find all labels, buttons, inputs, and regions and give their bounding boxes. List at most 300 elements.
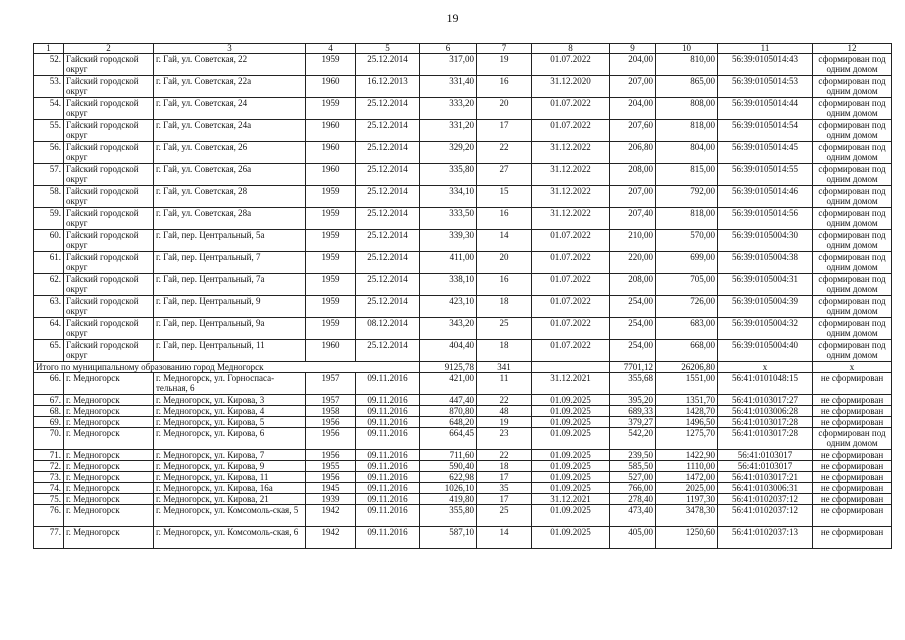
- build-year-cell: 1939: [306, 494, 356, 505]
- value-10-cell: 726,00: [656, 296, 718, 318]
- cadastral-number-cell: 56:41:0102037:12: [718, 494, 813, 505]
- date-cell: 09.11.2016: [356, 450, 420, 461]
- area-cell: 664,45: [420, 428, 477, 450]
- build-year-cell: 1956: [306, 417, 356, 428]
- value-10-cell: 818,00: [656, 208, 718, 230]
- area-cell: 333,20: [420, 98, 477, 120]
- status-cell: не сформирован: [813, 483, 892, 494]
- row-number-cell: 75.: [34, 494, 64, 505]
- date-cell: 25.12.2014: [356, 208, 420, 230]
- deadline-cell: 01.07.2022: [532, 318, 610, 340]
- column-header: 2: [64, 44, 154, 54]
- status-cell: не сформирован: [813, 461, 892, 472]
- value-9-cell: 766,00: [610, 483, 656, 494]
- value-9-cell: 254,00: [610, 296, 656, 318]
- area-cell: 404,40: [420, 340, 477, 362]
- municipality-cell: г. Медногорск: [64, 395, 154, 406]
- date-cell: 09.11.2016: [356, 395, 420, 406]
- deadline-cell: 31.12.2022: [532, 208, 610, 230]
- municipality-cell: г. Медногорск: [64, 428, 154, 450]
- municipality-cell: г. Медногорск: [64, 494, 154, 505]
- residents-cell: 14: [477, 527, 532, 549]
- cadastral-number-cell: 56:41:0103017:28: [718, 417, 813, 428]
- row-number-cell: 73.: [34, 472, 64, 483]
- deadline-cell: 31.12.2022: [532, 164, 610, 186]
- area-cell: 590,40: [420, 461, 477, 472]
- date-cell: 09.11.2016: [356, 527, 420, 549]
- address-cell: г. Медногорск, ул. Кирова, 16а: [154, 483, 306, 494]
- table-row: [34, 373, 892, 395]
- deadline-cell: 01.09.2025: [532, 406, 610, 417]
- area-cell: 335,80: [420, 164, 477, 186]
- row-number-cell: 65.: [34, 340, 64, 362]
- value-10-cell: 570,00: [656, 230, 718, 252]
- address-cell: г. Гай, пер. Центральный, 9: [154, 296, 306, 318]
- cadastral-number-cell: 56:39:0105004:32: [718, 318, 813, 340]
- deadline-cell: 01.09.2025: [532, 527, 610, 549]
- status-cell: сформирован под одним домом: [813, 76, 892, 98]
- municipality-cell: г. Медногорск: [64, 505, 154, 527]
- address-cell: г. Гай, ул. Советская, 28: [154, 186, 306, 208]
- municipality-cell: Гайский городской округ: [64, 98, 154, 120]
- status-cell: сформирован под одним домом: [813, 428, 892, 450]
- value-10-cell: 1275,70: [656, 428, 718, 450]
- date-cell: 25.12.2014: [356, 120, 420, 142]
- municipality-cell: Гайский городской округ: [64, 54, 154, 76]
- table-row: [34, 472, 892, 483]
- cadastral-number-cell: 56:41:0103017: [718, 461, 813, 472]
- cadastral-number-cell: 56:41:0103017:28: [718, 428, 813, 450]
- residents-cell: 27: [477, 164, 532, 186]
- residents-cell: 20: [477, 98, 532, 120]
- deadline-cell: 31.12.2022: [532, 186, 610, 208]
- residents-cell: 18: [477, 296, 532, 318]
- build-year-cell: 1959: [306, 230, 356, 252]
- value-9-cell: 207,00: [610, 76, 656, 98]
- value-10-cell: 1551,00: [656, 373, 718, 395]
- column-header: 8: [532, 44, 610, 54]
- status-cell: сформирован под одним домом: [813, 340, 892, 362]
- column-header: 9: [610, 44, 656, 54]
- cadastral-number-cell: 56:39:0105004:40: [718, 340, 813, 362]
- residents-cell: 22: [477, 450, 532, 461]
- build-year-cell: 1960: [306, 120, 356, 142]
- build-year-cell: 1945: [306, 483, 356, 494]
- row-number-cell: 55.: [34, 120, 64, 142]
- build-year-cell: 1959: [306, 186, 356, 208]
- area-cell: 1026,10: [420, 483, 477, 494]
- value-10-cell: 810,00: [656, 54, 718, 76]
- row-number-cell: 60.: [34, 230, 64, 252]
- deadline-cell: 01.09.2025: [532, 472, 610, 483]
- area-cell: 334,10: [420, 186, 477, 208]
- value-10-cell: 1197,30: [656, 494, 718, 505]
- value-10-cell: 808,00: [656, 98, 718, 120]
- municipality-cell: г. Медногорск: [64, 472, 154, 483]
- value-10-cell: 699,00: [656, 252, 718, 274]
- address-cell: г. Медногорск, ул. Кирова, 9: [154, 461, 306, 472]
- municipality-cell: Гайский городской округ: [64, 164, 154, 186]
- status-cell: не сформирован: [813, 494, 892, 505]
- build-year-cell: 1960: [306, 142, 356, 164]
- date-cell: 25.12.2014: [356, 98, 420, 120]
- date-cell: 25.12.2014: [356, 54, 420, 76]
- address-cell: г. Гай, ул. Советская, 22а: [154, 76, 306, 98]
- table-row: [34, 98, 892, 120]
- value-9-cell: 207,00: [610, 186, 656, 208]
- column-header: 1: [34, 44, 64, 54]
- cadastral-number-cell: 56:39:0105014:43: [718, 54, 813, 76]
- area-cell: 331,40: [420, 76, 477, 98]
- residents-cell: 18: [477, 461, 532, 472]
- address-cell: г. Гай, ул. Советская, 24: [154, 98, 306, 120]
- address-cell: г. Гай, ул. Советская, 26: [154, 142, 306, 164]
- cadastral-number-cell: 56:41:0103006:31: [718, 483, 813, 494]
- deadline-cell: 01.07.2022: [532, 120, 610, 142]
- area-cell: 355,80: [420, 505, 477, 527]
- municipality-cell: г. Медногорск: [64, 461, 154, 472]
- build-year-cell: 1959: [306, 208, 356, 230]
- row-number-cell: 77.: [34, 527, 64, 549]
- area-cell: 648,20: [420, 417, 477, 428]
- cadastral-number-cell: 56:39:0105004:30: [718, 230, 813, 252]
- status-cell: сформирован под одним домом: [813, 98, 892, 120]
- table-row: [34, 483, 892, 494]
- column-header: 6: [420, 44, 477, 54]
- build-year-cell: 1959: [306, 98, 356, 120]
- build-year-cell: 1958: [306, 406, 356, 417]
- value-9-cell: 395,20: [610, 395, 656, 406]
- status-cell: сформирован под одним домом: [813, 230, 892, 252]
- status-cell: сформирован под одним домом: [813, 296, 892, 318]
- housing-table: [33, 43, 892, 549]
- value-9-cell: 239,50: [610, 450, 656, 461]
- deadline-cell: 01.07.2022: [532, 296, 610, 318]
- address-cell: г. Медногорск, ул. Кирова, 21: [154, 494, 306, 505]
- cadastral-number-cell: 56:41:0101048:15: [718, 373, 813, 395]
- row-number-cell: 62.: [34, 274, 64, 296]
- status-cell: сформирован под одним домом: [813, 208, 892, 230]
- build-year-cell: 1960: [306, 164, 356, 186]
- residents-cell: 16: [477, 208, 532, 230]
- table-row: [34, 208, 892, 230]
- cadastral-number-cell: 56:41:0103017: [718, 450, 813, 461]
- area-cell: 329,20: [420, 142, 477, 164]
- address-cell: г. Медногорск, ул. Кирова, 5: [154, 417, 306, 428]
- status-cell: не сформирован: [813, 472, 892, 483]
- value-9-cell: 207,60: [610, 120, 656, 142]
- residents-cell: 15: [477, 186, 532, 208]
- row-number-cell: 63.: [34, 296, 64, 318]
- value-10-cell: 818,00: [656, 120, 718, 142]
- table-row: [34, 406, 892, 417]
- address-cell: г. Гай, пер. Центральный, 9а: [154, 318, 306, 340]
- municipality-cell: г. Медногорск: [64, 417, 154, 428]
- build-year-cell: 1955: [306, 461, 356, 472]
- table-row: [34, 252, 892, 274]
- municipality-cell: Гайский городской округ: [64, 120, 154, 142]
- cadastral-number-cell: 56:41:0103017:21: [718, 472, 813, 483]
- deadline-cell: 01.07.2022: [532, 54, 610, 76]
- date-cell: 25.12.2014: [356, 340, 420, 362]
- address-cell: г. Медногорск, ул. Кирова, 7: [154, 450, 306, 461]
- date-cell: 09.11.2016: [356, 406, 420, 417]
- table-row: [34, 318, 892, 340]
- area-cell: 333,50: [420, 208, 477, 230]
- row-number-cell: 59.: [34, 208, 64, 230]
- table-row: [34, 505, 892, 527]
- row-number-cell: 56.: [34, 142, 64, 164]
- value-10-cell: 1422,90: [656, 450, 718, 461]
- municipality-cell: Гайский городской округ: [64, 274, 154, 296]
- table-row: [34, 186, 892, 208]
- table-row: [34, 142, 892, 164]
- area-cell: 343,20: [420, 318, 477, 340]
- build-year-cell: 1959: [306, 252, 356, 274]
- table-row: [34, 274, 892, 296]
- value-10-cell: 1472,00: [656, 472, 718, 483]
- area-cell: 421,00: [420, 373, 477, 395]
- build-year-cell: 1957: [306, 395, 356, 406]
- deadline-cell: 01.09.2025: [532, 450, 610, 461]
- date-cell: 25.12.2014: [356, 296, 420, 318]
- build-year-cell: 1942: [306, 527, 356, 549]
- value-10-cell: 705,00: [656, 274, 718, 296]
- status-cell: не сформирован: [813, 406, 892, 417]
- row-number-cell: 57.: [34, 164, 64, 186]
- build-year-cell: 1959: [306, 296, 356, 318]
- status-cell: не сформирован: [813, 505, 892, 527]
- deadline-cell: 01.09.2025: [532, 417, 610, 428]
- residents-cell: 48: [477, 406, 532, 417]
- residents-cell: 16: [477, 76, 532, 98]
- row-number-cell: 69.: [34, 417, 64, 428]
- deadline-cell: 01.07.2022: [532, 340, 610, 362]
- residents-cell: 35: [477, 483, 532, 494]
- build-year-cell: 1960: [306, 76, 356, 98]
- date-cell: 09.11.2016: [356, 373, 420, 395]
- address-cell: г. Гай, пер. Центральный, 5а: [154, 230, 306, 252]
- cadastral-number-cell: 56:39:0105004:39: [718, 296, 813, 318]
- date-cell: 25.12.2014: [356, 230, 420, 252]
- address-cell: г. Медногорск, ул. Кирова, 6: [154, 428, 306, 450]
- row-number-cell: 68.: [34, 406, 64, 417]
- value-9-cell: 527,00: [610, 472, 656, 483]
- table-row: [34, 340, 892, 362]
- value-10-cell: 3478,30: [656, 505, 718, 527]
- row-number-cell: 66.: [34, 373, 64, 395]
- area-cell: 447,40: [420, 395, 477, 406]
- row-number-cell: 61.: [34, 252, 64, 274]
- address-cell: г. Гай, пер. Центральный, 11: [154, 340, 306, 362]
- municipality-cell: г. Медногорск: [64, 450, 154, 461]
- value-9-cell: 204,00: [610, 54, 656, 76]
- value-10-cell: 792,00: [656, 186, 718, 208]
- status-cell: сформирован под одним домом: [813, 252, 892, 274]
- value-9-cell: 585,50: [610, 461, 656, 472]
- area-cell: 317,00: [420, 54, 477, 76]
- date-cell: 09.11.2016: [356, 472, 420, 483]
- cadastral-number-cell: 56:39:0105014:54: [718, 120, 813, 142]
- residents-cell: 20: [477, 252, 532, 274]
- build-year-cell: 1959: [306, 274, 356, 296]
- date-cell: 09.11.2016: [356, 417, 420, 428]
- municipality-cell: Гайский городской округ: [64, 208, 154, 230]
- residents-cell: 22: [477, 142, 532, 164]
- build-year-cell: 1956: [306, 428, 356, 450]
- row-number-cell: 54.: [34, 98, 64, 120]
- date-cell: 08.12.2014: [356, 318, 420, 340]
- build-year-cell: 1956: [306, 450, 356, 461]
- residents-cell: 11: [477, 373, 532, 395]
- value-9-cell: 355,68: [610, 373, 656, 395]
- address-cell: г. Медногорск, ул. Комсомоль-ская, 6: [154, 527, 306, 549]
- cadastral-number-cell: 56:41:0103017:27: [718, 395, 813, 406]
- status-cell: сформирован под одним домом: [813, 164, 892, 186]
- area-cell: 339,30: [420, 230, 477, 252]
- date-cell: 09.11.2016: [356, 483, 420, 494]
- status-cell: сформирован под одним домом: [813, 120, 892, 142]
- date-cell: 09.11.2016: [356, 428, 420, 450]
- value-9-cell: 210,00: [610, 230, 656, 252]
- value-9-cell: 208,00: [610, 164, 656, 186]
- cadastral-number-cell: 56:39:0105014:55: [718, 164, 813, 186]
- cadastral-number-cell: 56:39:0105014:45: [718, 142, 813, 164]
- subtotal-row: [34, 362, 892, 373]
- status-cell: сформирован под одним домом: [813, 274, 892, 296]
- column-header: 12: [813, 44, 892, 54]
- area-cell: 711,60: [420, 450, 477, 461]
- build-year-cell: 1959: [306, 318, 356, 340]
- value-9-cell: 204,00: [610, 98, 656, 120]
- address-cell: г. Гай, ул. Советская, 22: [154, 54, 306, 76]
- municipality-cell: г. Медногорск: [64, 373, 154, 395]
- row-number-cell: 74.: [34, 483, 64, 494]
- municipality-cell: Гайский городской округ: [64, 186, 154, 208]
- area-cell: 423,10: [420, 296, 477, 318]
- status-cell: не сформирован: [813, 373, 892, 395]
- status-cell: не сформирован: [813, 450, 892, 461]
- value-9-cell: 254,00: [610, 318, 656, 340]
- cadastral-number-cell: 56:39:0105014:53: [718, 76, 813, 98]
- municipality-cell: Гайский городской округ: [64, 318, 154, 340]
- value-10-cell: 683,00: [656, 318, 718, 340]
- table-row: [34, 296, 892, 318]
- table-row: [34, 54, 892, 76]
- municipality-cell: г. Медногорск: [64, 406, 154, 417]
- value-9-cell: 206,80: [610, 142, 656, 164]
- build-year-cell: 1959: [306, 54, 356, 76]
- deadline-cell: 01.09.2025: [532, 483, 610, 494]
- column-header: 3: [154, 44, 306, 54]
- value-10-cell: 815,00: [656, 164, 718, 186]
- deadline-cell: 01.09.2025: [532, 461, 610, 472]
- area-cell: 870,80: [420, 406, 477, 417]
- value-10-cell: 668,00: [656, 340, 718, 362]
- value-9-cell: 473,40: [610, 505, 656, 527]
- status-cell: не сформирован: [813, 395, 892, 406]
- value-9-cell: 220,00: [610, 252, 656, 274]
- subtotal-value-9: 7701,12: [610, 362, 656, 373]
- residents-cell: 14: [477, 230, 532, 252]
- row-number-cell: 52.: [34, 54, 64, 76]
- deadline-cell: 01.09.2025: [532, 428, 610, 450]
- value-10-cell: 1428,70: [656, 406, 718, 417]
- value-9-cell: 542,20: [610, 428, 656, 450]
- address-cell: г. Гай, ул. Советская, 26а: [154, 164, 306, 186]
- value-10-cell: 1351,70: [656, 395, 718, 406]
- status-cell: сформирован под одним домом: [813, 142, 892, 164]
- residents-cell: 22: [477, 395, 532, 406]
- residents-cell: 19: [477, 54, 532, 76]
- column-header-row: [34, 44, 892, 54]
- date-cell: 25.12.2014: [356, 164, 420, 186]
- subtotal-x: х: [718, 362, 813, 373]
- table-row: [34, 230, 892, 252]
- status-cell: не сформирован: [813, 527, 892, 549]
- cadastral-number-cell: 56:39:0105004:38: [718, 252, 813, 274]
- residents-cell: 23: [477, 428, 532, 450]
- deadline-cell: 01.07.2022: [532, 230, 610, 252]
- table-row: [34, 527, 892, 549]
- municipality-cell: Гайский городской округ: [64, 76, 154, 98]
- deadline-cell: 31.12.2021: [532, 494, 610, 505]
- row-number-cell: 70.: [34, 428, 64, 450]
- cadastral-number-cell: 56:41:0102037:12: [718, 505, 813, 527]
- value-10-cell: 2025,00: [656, 483, 718, 494]
- residents-cell: 17: [477, 120, 532, 142]
- build-year-cell: 1956: [306, 472, 356, 483]
- cadastral-number-cell: 56:39:0105014:44: [718, 98, 813, 120]
- table-row: [34, 461, 892, 472]
- deadline-cell: 31.12.2021: [532, 373, 610, 395]
- subtotal-area: 9125,78: [420, 362, 477, 373]
- area-cell: 587,10: [420, 527, 477, 549]
- table-row: [34, 120, 892, 142]
- residents-cell: 25: [477, 505, 532, 527]
- table-row: [34, 395, 892, 406]
- value-9-cell: 207,40: [610, 208, 656, 230]
- value-10-cell: 1110,00: [656, 461, 718, 472]
- status-cell: сформирован под одним домом: [813, 318, 892, 340]
- row-number-cell: 71.: [34, 450, 64, 461]
- address-cell: г. Медногорск, ул. Кирова, 3: [154, 395, 306, 406]
- cadastral-number-cell: 56:39:0105014:56: [718, 208, 813, 230]
- date-cell: 09.11.2016: [356, 505, 420, 527]
- municipality-cell: Гайский городской округ: [64, 230, 154, 252]
- value-9-cell: 405,00: [610, 527, 656, 549]
- area-cell: 411,00: [420, 252, 477, 274]
- value-9-cell: 278,40: [610, 494, 656, 505]
- table-row: [34, 450, 892, 461]
- cadastral-number-cell: 56:41:0102037:13: [718, 527, 813, 549]
- cadastral-number-cell: 56:41:0103006:28: [718, 406, 813, 417]
- column-header: 7: [477, 44, 532, 54]
- value-9-cell: 379,27: [610, 417, 656, 428]
- value-10-cell: 804,00: [656, 142, 718, 164]
- residents-cell: 17: [477, 494, 532, 505]
- subtotal-empty: [532, 362, 610, 373]
- column-header: 11: [718, 44, 813, 54]
- address-cell: г. Гай, пер. Центральный, 7: [154, 252, 306, 274]
- residents-cell: 19: [477, 417, 532, 428]
- page-number: 19: [446, 11, 459, 25]
- deadline-cell: 01.07.2022: [532, 274, 610, 296]
- build-year-cell: 1942: [306, 505, 356, 527]
- deadline-cell: 31.12.2022: [532, 142, 610, 164]
- address-cell: г. Медногорск, ул. Комсомоль-ская, 5: [154, 505, 306, 527]
- subtotal-label: Итого по муниципальному образованию город Медногорск: [34, 362, 420, 373]
